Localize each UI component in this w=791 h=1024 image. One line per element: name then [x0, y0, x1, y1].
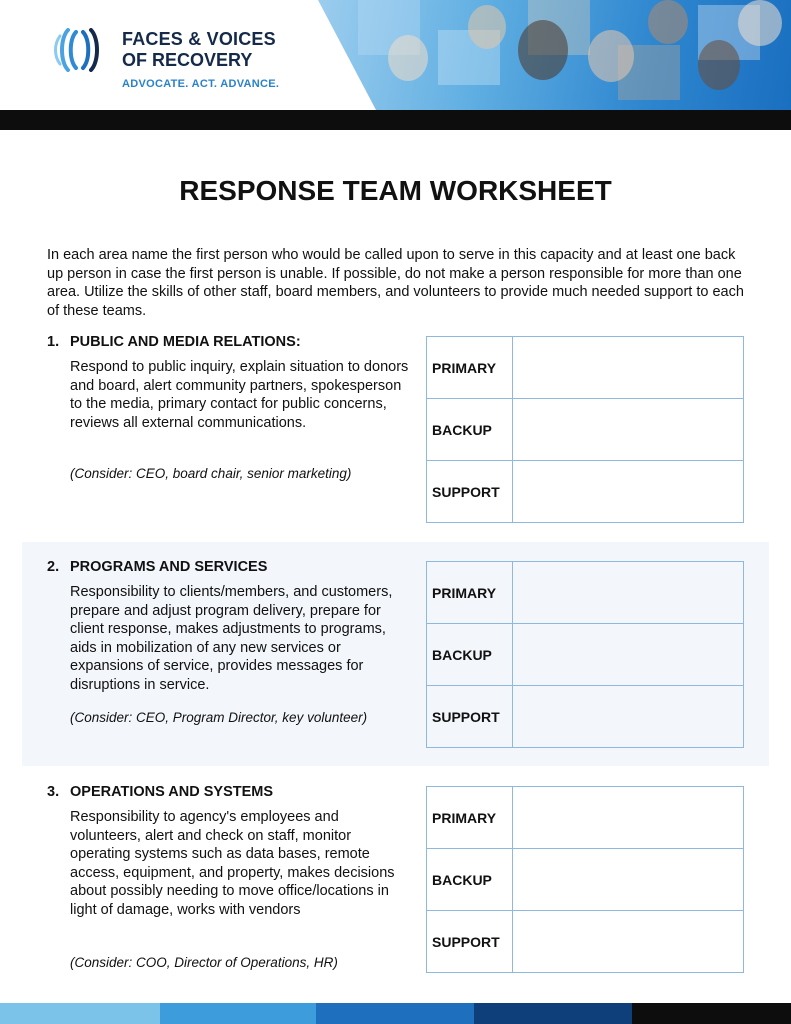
section-title-text: OPERATIONS AND SYSTEMS	[70, 784, 274, 800]
role-assignment-table	[426, 561, 744, 748]
role-row-support	[427, 911, 744, 973]
role-row-primary	[427, 562, 744, 624]
section-description: Respond to public inquiry, explain situation to donors and board, alert community partners, spokesperson to the media, primary contact for public concerns, reviews all external communications.	[70, 359, 409, 431]
backup-name-field[interactable]	[512, 849, 743, 911]
support-name-field[interactable]	[512, 686, 743, 748]
primary-name-field[interactable]	[512, 337, 743, 399]
primary-name-field[interactable]	[512, 787, 743, 849]
logo-name-line2: OF RECOVERY	[122, 50, 253, 70]
footer-color-band-5	[632, 1003, 791, 1024]
section-title	[47, 784, 273, 800]
logo-name-line1: FACES & VOICES	[122, 29, 276, 49]
role-row-support	[427, 686, 744, 748]
role-row-primary	[427, 787, 744, 849]
role-label-backup: BACKUP	[427, 849, 513, 911]
section-description: Responsibility to agency's employees and volunteers, alert and check on staff, monitor operating systems such as data bases, remote access, equipment, and property, makes decisions about possibly needing to move office/locations in light of damage, works with vendors	[70, 809, 395, 918]
support-name-field[interactable]	[512, 461, 743, 523]
section-number: 1.	[47, 334, 60, 350]
section-title-text: PUBLIC AND MEDIA RELATIONS:	[70, 334, 301, 350]
header-photo-collage	[318, 0, 791, 110]
role-assignment-table	[426, 786, 744, 973]
role-row-backup	[427, 849, 744, 911]
support-name-field[interactable]	[512, 911, 743, 973]
section-number: 2.	[47, 559, 60, 575]
footer-color-band-1	[0, 1003, 160, 1024]
section-consider-note: (Consider: CEO, Program Director, key volunteer)	[70, 710, 368, 725]
logo-icon	[52, 28, 114, 72]
role-assignment-table	[426, 336, 744, 523]
backup-name-field[interactable]	[512, 624, 743, 686]
page-header	[0, 0, 791, 110]
page-title: RESPONSE TEAM WORKSHEET	[179, 175, 612, 206]
section-title	[47, 334, 301, 350]
role-label-primary: PRIMARY	[427, 562, 513, 624]
role-row-primary	[427, 337, 744, 399]
role-label-support: SUPPORT	[427, 461, 513, 523]
intro-paragraph: In each area name the first person who would be called upon to serve in this capacity and at least one back up person in case the first person is unable. If possible, do not make a person responsible for more than one area. Utilize the skills of other staff, board members, and volunteers to provide much needed support to each of these teams.	[47, 247, 744, 319]
section-title-text: PROGRAMS AND SERVICES	[70, 559, 268, 575]
role-label-backup: BACKUP	[427, 399, 513, 461]
role-label-support: SUPPORT	[427, 911, 513, 973]
section-consider-note: (Consider: COO, Director of Operations, HR)	[70, 955, 338, 970]
role-label-backup: BACKUP	[427, 624, 513, 686]
backup-name-field[interactable]	[512, 399, 743, 461]
header-divider-bar	[0, 110, 791, 130]
role-label-primary: PRIMARY	[427, 337, 513, 399]
role-row-backup	[427, 399, 744, 461]
role-row-backup	[427, 624, 744, 686]
section-description: Responsibility to clients/members, and customers, prepare and adjust program delivery, prepare for client response, makes adjustments to programs, aids in mobilization of any new services or expansions of service, provides messages for disruptions in service.	[70, 584, 393, 693]
role-row-support	[427, 461, 744, 523]
role-label-support: SUPPORT	[427, 686, 513, 748]
section-number: 3.	[47, 784, 60, 800]
footer-color-band-4	[474, 1003, 632, 1024]
footer-color-band-2	[160, 1003, 316, 1024]
logo-tagline: ADVOCATE. ACT. ADVANCE.	[122, 78, 280, 90]
section-title	[47, 559, 267, 575]
footer-color-band-3	[316, 1003, 474, 1024]
role-label-primary: PRIMARY	[427, 787, 513, 849]
primary-name-field[interactable]	[512, 562, 743, 624]
section-consider-note: (Consider: CEO, board chair, senior marketing)	[70, 466, 352, 481]
